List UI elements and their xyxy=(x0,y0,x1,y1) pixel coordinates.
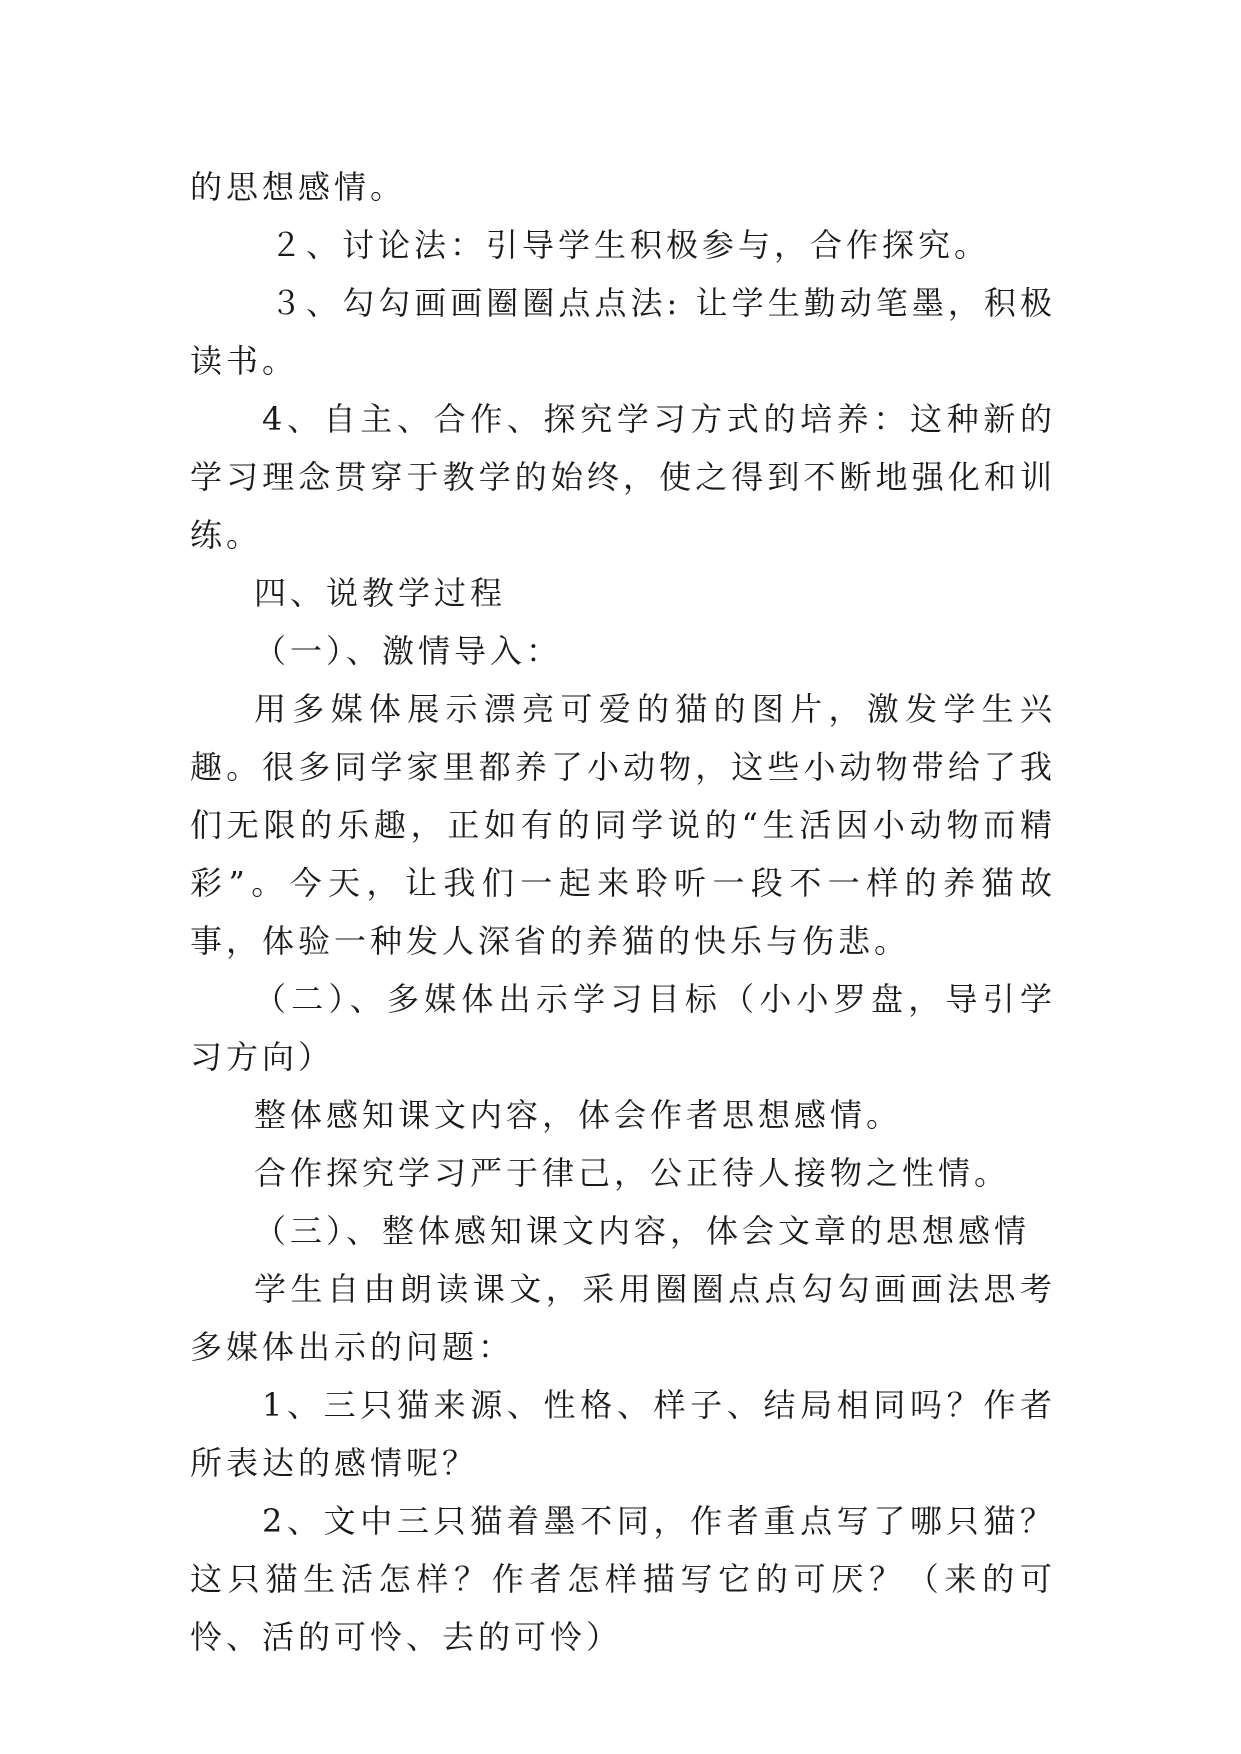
subsection-heading-3: （三）、整体感知课文内容，体会文章的思想感情 xyxy=(254,1212,1031,1250)
paragraph-1: 的思想感情。 xyxy=(190,168,407,206)
paragraph-reading: 学生自由朗读课文，采用圈圈点点勾勾画画法思考多媒体出示的问题： xyxy=(190,1270,1056,1366)
question-2: 2、文中三只猫着墨不同，作者重点写了哪只猫？这只猫生活怎样？作者怎样描写它的可厌？（来的可怜、活的可怜、去的可怜） xyxy=(190,1502,1056,1656)
paragraph-2: ２、讨论法：引导学生积极参与，合作探究。 xyxy=(270,226,991,264)
subsection-heading-2: （二）、多媒体出示学习目标（小小罗盘，导引学习方向） xyxy=(190,980,1056,1076)
section-heading: 四、说教学过程 xyxy=(254,574,507,612)
goal-1: 整体感知课文内容，体会作者思想感情。 xyxy=(254,1096,903,1134)
document-body xyxy=(190,158,1056,1666)
question-1: 1、三只猫来源、性格、样子、结局相同吗？作者所表达的感情呢？ xyxy=(190,1386,1056,1482)
paragraph-3: ３、勾勾画画圈圈点点法: 让学生勤动笔墨，积极读书。 xyxy=(190,284,1056,380)
paragraph-intro: 用多媒体展示漂亮可爱的猫的图片，激发学生兴趣。很多同学家里都养了小动物，这些小动物带给了我们无限的乐趣，正如有的同学说的“生活因小动物而精彩”。今天，让我们一起来聆听一段不一样的养猫故事，体验一种发人深省的养猫的快乐与伤悲。 xyxy=(190,690,1056,960)
subsection-heading-1: （一）、激情导入： xyxy=(254,632,563,670)
paragraph-4: 4、自主、合作、探究学习方式的培养：这种新的学习理念贯穿于教学的始终，使之得到不断地强化和训练。 xyxy=(190,400,1056,554)
goal-2: 合作探究学习严于律己，公正待人接物之性情。 xyxy=(254,1154,1011,1192)
